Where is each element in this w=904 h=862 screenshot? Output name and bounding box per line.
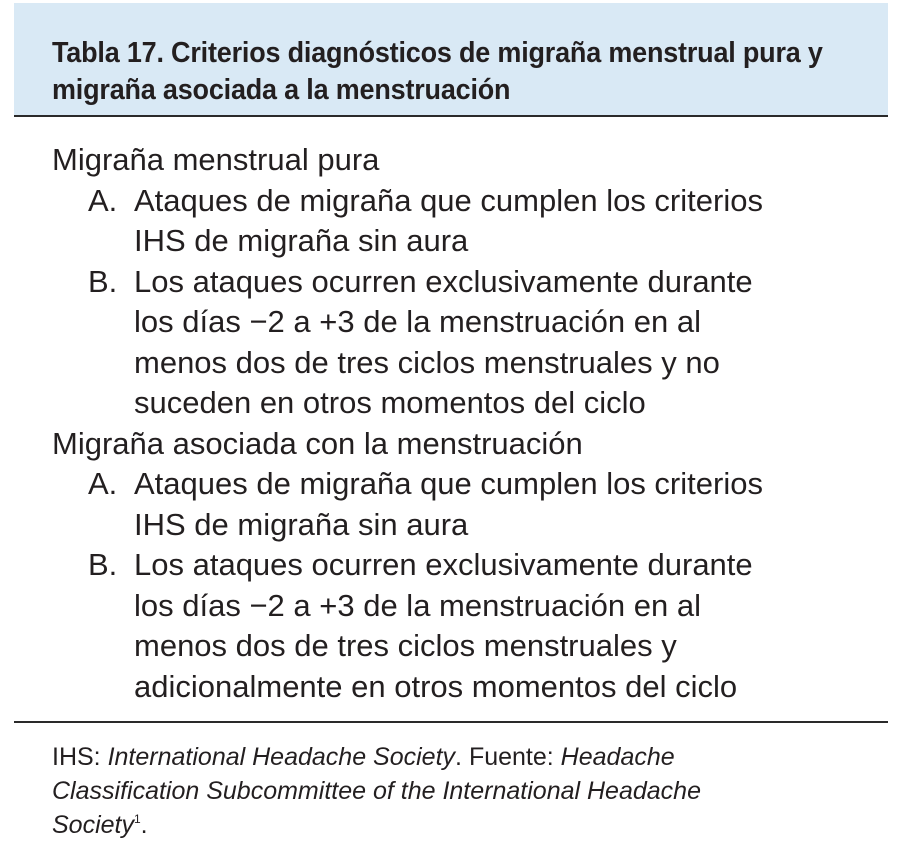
table-footnote xyxy=(52,740,888,842)
section-pure-menstrual-migraine xyxy=(52,140,888,424)
criterion-line: Ataques de migraña que cumplen los criterios xyxy=(134,466,763,501)
criterion-letter: B. xyxy=(88,263,118,299)
criterion-b xyxy=(52,262,888,424)
footnote-end-period: . xyxy=(140,811,148,839)
footnote-source-text: Classification Subcommittee of the International Headache xyxy=(52,777,701,805)
footnote-line-3 xyxy=(52,808,888,842)
criterion-line: menos dos de tres ciclos menstruales y no xyxy=(134,344,720,380)
footnote-source-text: Society xyxy=(52,811,134,839)
criterion-a xyxy=(52,181,888,262)
criterion-line: los días −2 a +3 de la menstruación en al xyxy=(134,304,701,339)
footnote-source-label: Fuente: xyxy=(468,743,554,771)
footnote-line-2 xyxy=(52,774,888,808)
footnote-line-1 xyxy=(52,740,888,774)
table-card xyxy=(14,3,888,858)
criterion-line: los días −2 a +3 de la menstruación en al xyxy=(134,587,701,623)
section-heading: Migraña asociada con la menstruación xyxy=(52,425,583,461)
criterion-line: suceden en otros momentos del ciclo xyxy=(134,385,646,420)
table-title: Tabla 17. Criterios diagnósticos de migraña menstrual pura y migraña asociada a la menstruación xyxy=(52,37,823,106)
footnote-reference-number: 1 xyxy=(133,812,141,826)
criterion-line: menos dos de tres ciclos menstruales y xyxy=(134,628,677,663)
criterion-line: Los ataques ocurren exclusivamente durante xyxy=(134,263,753,299)
section-menstrually-related-migraine xyxy=(52,424,888,708)
criterion-letter: B. xyxy=(88,547,118,582)
criterion-letter: A. xyxy=(88,466,118,501)
table-header xyxy=(14,3,888,117)
footnote-abbreviation: IHS: xyxy=(52,743,101,771)
criterion-line: IHS de migraña sin aura xyxy=(134,506,469,542)
footnote-abbreviation-expansion: International Headache Society xyxy=(107,743,456,771)
criterion-letter: A. xyxy=(88,182,118,218)
criterion-b xyxy=(52,545,888,707)
criterion-line: Ataques de migraña que cumplen los criterios xyxy=(134,182,763,218)
criterion-line: Los ataques ocurren exclusivamente durante xyxy=(134,547,753,582)
footer-divider xyxy=(14,721,888,723)
criterion-a xyxy=(52,464,888,545)
criterion-line: IHS de migraña sin aura xyxy=(134,223,469,258)
section-heading: Migraña menstrual pura xyxy=(52,142,380,177)
footnote-source-text: Headache xyxy=(560,743,675,771)
criterion-line: adicionalmente en otros momentos del ciclo xyxy=(134,668,738,704)
footnote-period: . xyxy=(455,743,462,771)
table-body xyxy=(52,140,888,707)
